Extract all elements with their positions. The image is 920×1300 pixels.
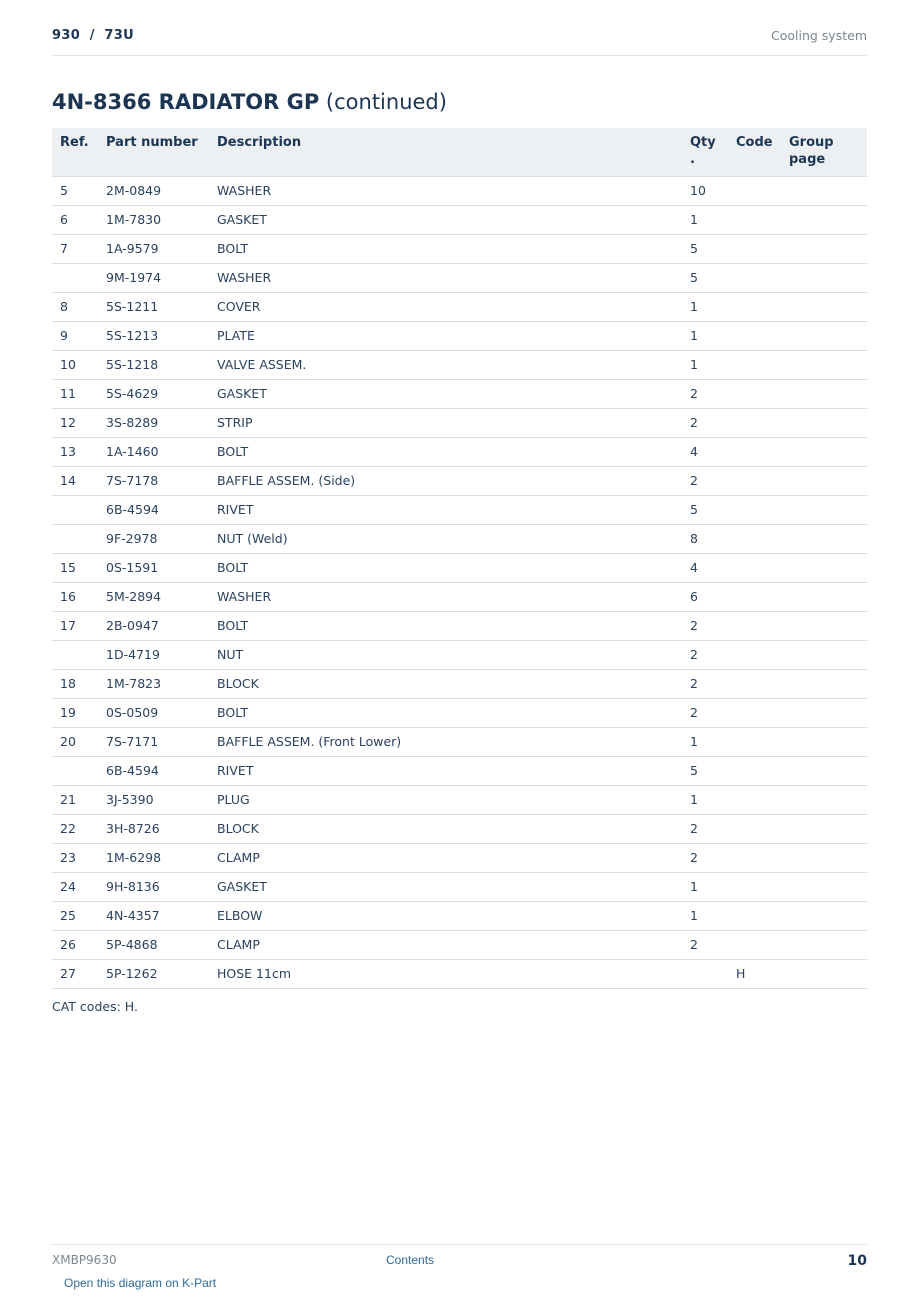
ref-cell: 21 xyxy=(52,785,98,814)
part-number-cell: 4N-4357 xyxy=(98,901,209,930)
qty-cell: 2 xyxy=(682,698,728,727)
group-page-cell xyxy=(781,176,867,205)
ref-cell: 12 xyxy=(52,408,98,437)
ref-cell: 7 xyxy=(52,234,98,263)
description-cell: GASKET xyxy=(209,379,682,408)
code-cell xyxy=(728,640,781,669)
qty-cell: 2 xyxy=(682,611,728,640)
code-cell xyxy=(728,611,781,640)
contents-link[interactable]: Contents xyxy=(386,1253,435,1267)
qty-cell: 2 xyxy=(682,930,728,959)
description-cell: BAFFLE ASSEM. (Side) xyxy=(209,466,682,495)
table-row xyxy=(52,756,867,785)
code-cell xyxy=(728,814,781,843)
code-cell xyxy=(728,292,781,321)
description-cell: BOLT xyxy=(209,698,682,727)
description-cell: GASKET xyxy=(209,872,682,901)
qty-cell: 2 xyxy=(682,466,728,495)
group-page-cell xyxy=(781,379,867,408)
table-row xyxy=(52,785,867,814)
code-cell xyxy=(728,379,781,408)
table-row xyxy=(52,495,867,524)
table-row xyxy=(52,350,867,379)
ref-cell: 27 xyxy=(52,959,98,988)
group-page-cell xyxy=(781,756,867,785)
group-page-cell xyxy=(781,698,867,727)
part-number-cell: 5S-1213 xyxy=(98,321,209,350)
table-row xyxy=(52,408,867,437)
model-label: 930 / 73U xyxy=(52,28,134,43)
part-number-cell: 3H-8726 xyxy=(98,814,209,843)
section-label: Cooling system xyxy=(771,28,867,43)
ref-cell xyxy=(52,640,98,669)
table-row xyxy=(52,379,867,408)
qty-cell: 4 xyxy=(682,437,728,466)
qty-cell: 2 xyxy=(682,640,728,669)
table-row xyxy=(52,640,867,669)
code-cell xyxy=(728,553,781,582)
group-page-cell xyxy=(781,205,867,234)
part-number-cell: 1M-7830 xyxy=(98,205,209,234)
group-page-cell xyxy=(781,669,867,698)
ref-cell: 25 xyxy=(52,901,98,930)
ref-cell: 24 xyxy=(52,872,98,901)
part-number-cell: 5S-4629 xyxy=(98,379,209,408)
description-cell: RIVET xyxy=(209,756,682,785)
part-number-cell: 7S-7171 xyxy=(98,727,209,756)
part-number-cell: 1A-9579 xyxy=(98,234,209,263)
part-number-cell: 1M-7823 xyxy=(98,669,209,698)
description-cell: RIVET xyxy=(209,495,682,524)
group-page-cell xyxy=(781,785,867,814)
table-row xyxy=(52,930,867,959)
table-row xyxy=(52,901,867,930)
cat-codes-note: CAT codes: H. xyxy=(52,999,138,1014)
qty-cell: 1 xyxy=(682,292,728,321)
description-cell: WASHER xyxy=(209,176,682,205)
page-header xyxy=(52,28,867,56)
ref-cell: 14 xyxy=(52,466,98,495)
part-number-cell: 5P-1262 xyxy=(98,959,209,988)
part-number-cell: 2M-0849 xyxy=(98,176,209,205)
group-page-cell xyxy=(781,350,867,379)
group-page-cell xyxy=(781,901,867,930)
description-cell: CLAMP xyxy=(209,930,682,959)
qty-cell: 1 xyxy=(682,350,728,379)
qty-cell: 1 xyxy=(682,872,728,901)
table-row xyxy=(52,437,867,466)
code-cell xyxy=(728,901,781,930)
code-cell xyxy=(728,785,781,814)
qty-cell: 2 xyxy=(682,379,728,408)
ref-cell: 26 xyxy=(52,930,98,959)
column-header-ref: Ref. xyxy=(52,128,98,176)
description-cell: VALVE ASSEM. xyxy=(209,350,682,379)
group-page-cell xyxy=(781,640,867,669)
column-header-group-page: Group page xyxy=(781,128,867,176)
ref-cell: 20 xyxy=(52,727,98,756)
code-cell xyxy=(728,843,781,872)
code-cell xyxy=(728,408,781,437)
group-page-cell xyxy=(781,727,867,756)
qty-cell: 1 xyxy=(682,205,728,234)
qty-cell: 5 xyxy=(682,756,728,785)
ref-cell: 9 xyxy=(52,321,98,350)
part-number-cell: 9M-1974 xyxy=(98,263,209,292)
qty-cell: 6 xyxy=(682,582,728,611)
group-page-cell xyxy=(781,930,867,959)
description-cell: WASHER xyxy=(209,582,682,611)
part-number-cell: 7S-7178 xyxy=(98,466,209,495)
code-cell xyxy=(728,524,781,553)
ref-cell: 16 xyxy=(52,582,98,611)
table-row xyxy=(52,205,867,234)
group-page-cell xyxy=(781,872,867,901)
open-diagram-link[interactable]: Open this diagram on K-Part xyxy=(64,1276,217,1290)
group-page-cell xyxy=(781,321,867,350)
parts-table xyxy=(52,128,867,989)
table-row xyxy=(52,843,867,872)
qty-cell: 2 xyxy=(682,814,728,843)
group-page-cell xyxy=(781,466,867,495)
parts-table-header xyxy=(52,128,867,176)
code-cell xyxy=(728,321,781,350)
code-cell xyxy=(728,263,781,292)
part-number-cell: 6B-4594 xyxy=(98,756,209,785)
assembly-name: 4N-8366 RADIATOR GP xyxy=(52,90,320,114)
part-number-cell: 0S-0509 xyxy=(98,698,209,727)
parts-table-body xyxy=(52,176,867,988)
group-page-cell xyxy=(781,495,867,524)
table-row xyxy=(52,611,867,640)
qty-cell: 1 xyxy=(682,901,728,930)
description-cell: WASHER xyxy=(209,263,682,292)
column-header-code: Code xyxy=(728,128,781,176)
qty-cell: 5 xyxy=(682,495,728,524)
description-cell: HOSE 11cm xyxy=(209,959,682,988)
qty-cell: 2 xyxy=(682,669,728,698)
part-number-cell: 1A-1460 xyxy=(98,437,209,466)
description-cell: BOLT xyxy=(209,437,682,466)
group-page-cell xyxy=(781,843,867,872)
table-row xyxy=(52,321,867,350)
part-number-cell: 0S-1591 xyxy=(98,553,209,582)
description-cell: BOLT xyxy=(209,234,682,263)
group-page-cell xyxy=(781,814,867,843)
part-number-cell: 5M-2894 xyxy=(98,582,209,611)
code-cell xyxy=(728,234,781,263)
description-cell: CLAMP xyxy=(209,843,682,872)
part-number-cell: 9F-2978 xyxy=(98,524,209,553)
ref-cell: 6 xyxy=(52,205,98,234)
table-row xyxy=(52,263,867,292)
ref-cell: 13 xyxy=(52,437,98,466)
ref-cell xyxy=(52,756,98,785)
ref-cell: 5 xyxy=(52,176,98,205)
description-cell: STRIP xyxy=(209,408,682,437)
group-page-cell xyxy=(781,524,867,553)
code-cell xyxy=(728,669,781,698)
table-row xyxy=(52,872,867,901)
group-page-cell xyxy=(781,582,867,611)
document-id: XMBP9630 xyxy=(52,1253,117,1267)
ref-cell: 17 xyxy=(52,611,98,640)
qty-cell: 4 xyxy=(682,553,728,582)
description-cell: BOLT xyxy=(209,611,682,640)
qty-cell: 2 xyxy=(682,843,728,872)
ref-cell xyxy=(52,495,98,524)
code-cell xyxy=(728,582,781,611)
group-page-cell xyxy=(781,611,867,640)
code-cell: H xyxy=(728,959,781,988)
code-cell xyxy=(728,466,781,495)
group-page-cell xyxy=(781,408,867,437)
qty-cell: 10 xyxy=(682,176,728,205)
qty-cell: 1 xyxy=(682,785,728,814)
description-cell: BLOCK xyxy=(209,669,682,698)
code-cell xyxy=(728,205,781,234)
code-cell xyxy=(728,437,781,466)
description-cell: PLATE xyxy=(209,321,682,350)
part-number-cell: 2B-0947 xyxy=(98,611,209,640)
page-title xyxy=(52,90,447,114)
description-cell: BOLT xyxy=(209,553,682,582)
group-page-cell xyxy=(781,292,867,321)
column-header-description: Description xyxy=(209,128,682,176)
ref-cell xyxy=(52,524,98,553)
ref-cell: 23 xyxy=(52,843,98,872)
qty-cell: 5 xyxy=(682,234,728,263)
page-footer xyxy=(52,1244,867,1271)
group-page-cell xyxy=(781,234,867,263)
table-row xyxy=(52,582,867,611)
table-row xyxy=(52,292,867,321)
part-number-cell: 3S-8289 xyxy=(98,408,209,437)
description-cell: NUT xyxy=(209,640,682,669)
code-cell xyxy=(728,495,781,524)
group-page-cell xyxy=(781,959,867,988)
part-number-cell: 5S-1218 xyxy=(98,350,209,379)
table-row xyxy=(52,727,867,756)
ref-cell: 11 xyxy=(52,379,98,408)
ref-cell: 22 xyxy=(52,814,98,843)
column-header-qty: Qty . xyxy=(682,128,728,176)
ref-cell: 10 xyxy=(52,350,98,379)
part-number-cell: 1D-4719 xyxy=(98,640,209,669)
description-cell: NUT (Weld) xyxy=(209,524,682,553)
qty-cell: 1 xyxy=(682,321,728,350)
code-cell xyxy=(728,727,781,756)
description-cell: GASKET xyxy=(209,205,682,234)
part-number-cell: 9H-8136 xyxy=(98,872,209,901)
table-row xyxy=(52,698,867,727)
part-number-cell: 6B-4594 xyxy=(98,495,209,524)
description-cell: BAFFLE ASSEM. (Front Lower) xyxy=(209,727,682,756)
part-number-cell: 5P-4868 xyxy=(98,930,209,959)
table-row xyxy=(52,234,867,263)
table-row xyxy=(52,553,867,582)
table-row xyxy=(52,176,867,205)
code-cell xyxy=(728,872,781,901)
code-cell xyxy=(728,176,781,205)
header-row xyxy=(52,128,867,176)
table-row xyxy=(52,466,867,495)
part-number-cell: 3J-5390 xyxy=(98,785,209,814)
qty-cell: 8 xyxy=(682,524,728,553)
ref-cell: 15 xyxy=(52,553,98,582)
group-page-cell xyxy=(781,553,867,582)
column-header-part-number: Part number xyxy=(98,128,209,176)
description-cell: PLUG xyxy=(209,785,682,814)
qty-cell: 1 xyxy=(682,727,728,756)
table-row xyxy=(52,524,867,553)
table-row xyxy=(52,669,867,698)
part-number-cell: 1M-6298 xyxy=(98,843,209,872)
group-page-cell xyxy=(781,263,867,292)
qty-cell: 2 xyxy=(682,408,728,437)
ref-cell: 18 xyxy=(52,669,98,698)
table-row xyxy=(52,959,867,988)
code-cell xyxy=(728,350,781,379)
group-page-cell xyxy=(781,437,867,466)
description-cell: BLOCK xyxy=(209,814,682,843)
ref-cell: 8 xyxy=(52,292,98,321)
description-cell: COVER xyxy=(209,292,682,321)
code-cell xyxy=(728,930,781,959)
ref-cell: 19 xyxy=(52,698,98,727)
part-number-cell: 5S-1211 xyxy=(98,292,209,321)
qty-cell xyxy=(682,959,728,988)
description-cell: ELBOW xyxy=(209,901,682,930)
title-suffix: (continued) xyxy=(319,90,447,114)
ref-cell xyxy=(52,263,98,292)
code-cell xyxy=(728,756,781,785)
qty-cell: 5 xyxy=(682,263,728,292)
table-row xyxy=(52,814,867,843)
code-cell xyxy=(728,698,781,727)
page-number: 10 xyxy=(847,1253,867,1269)
